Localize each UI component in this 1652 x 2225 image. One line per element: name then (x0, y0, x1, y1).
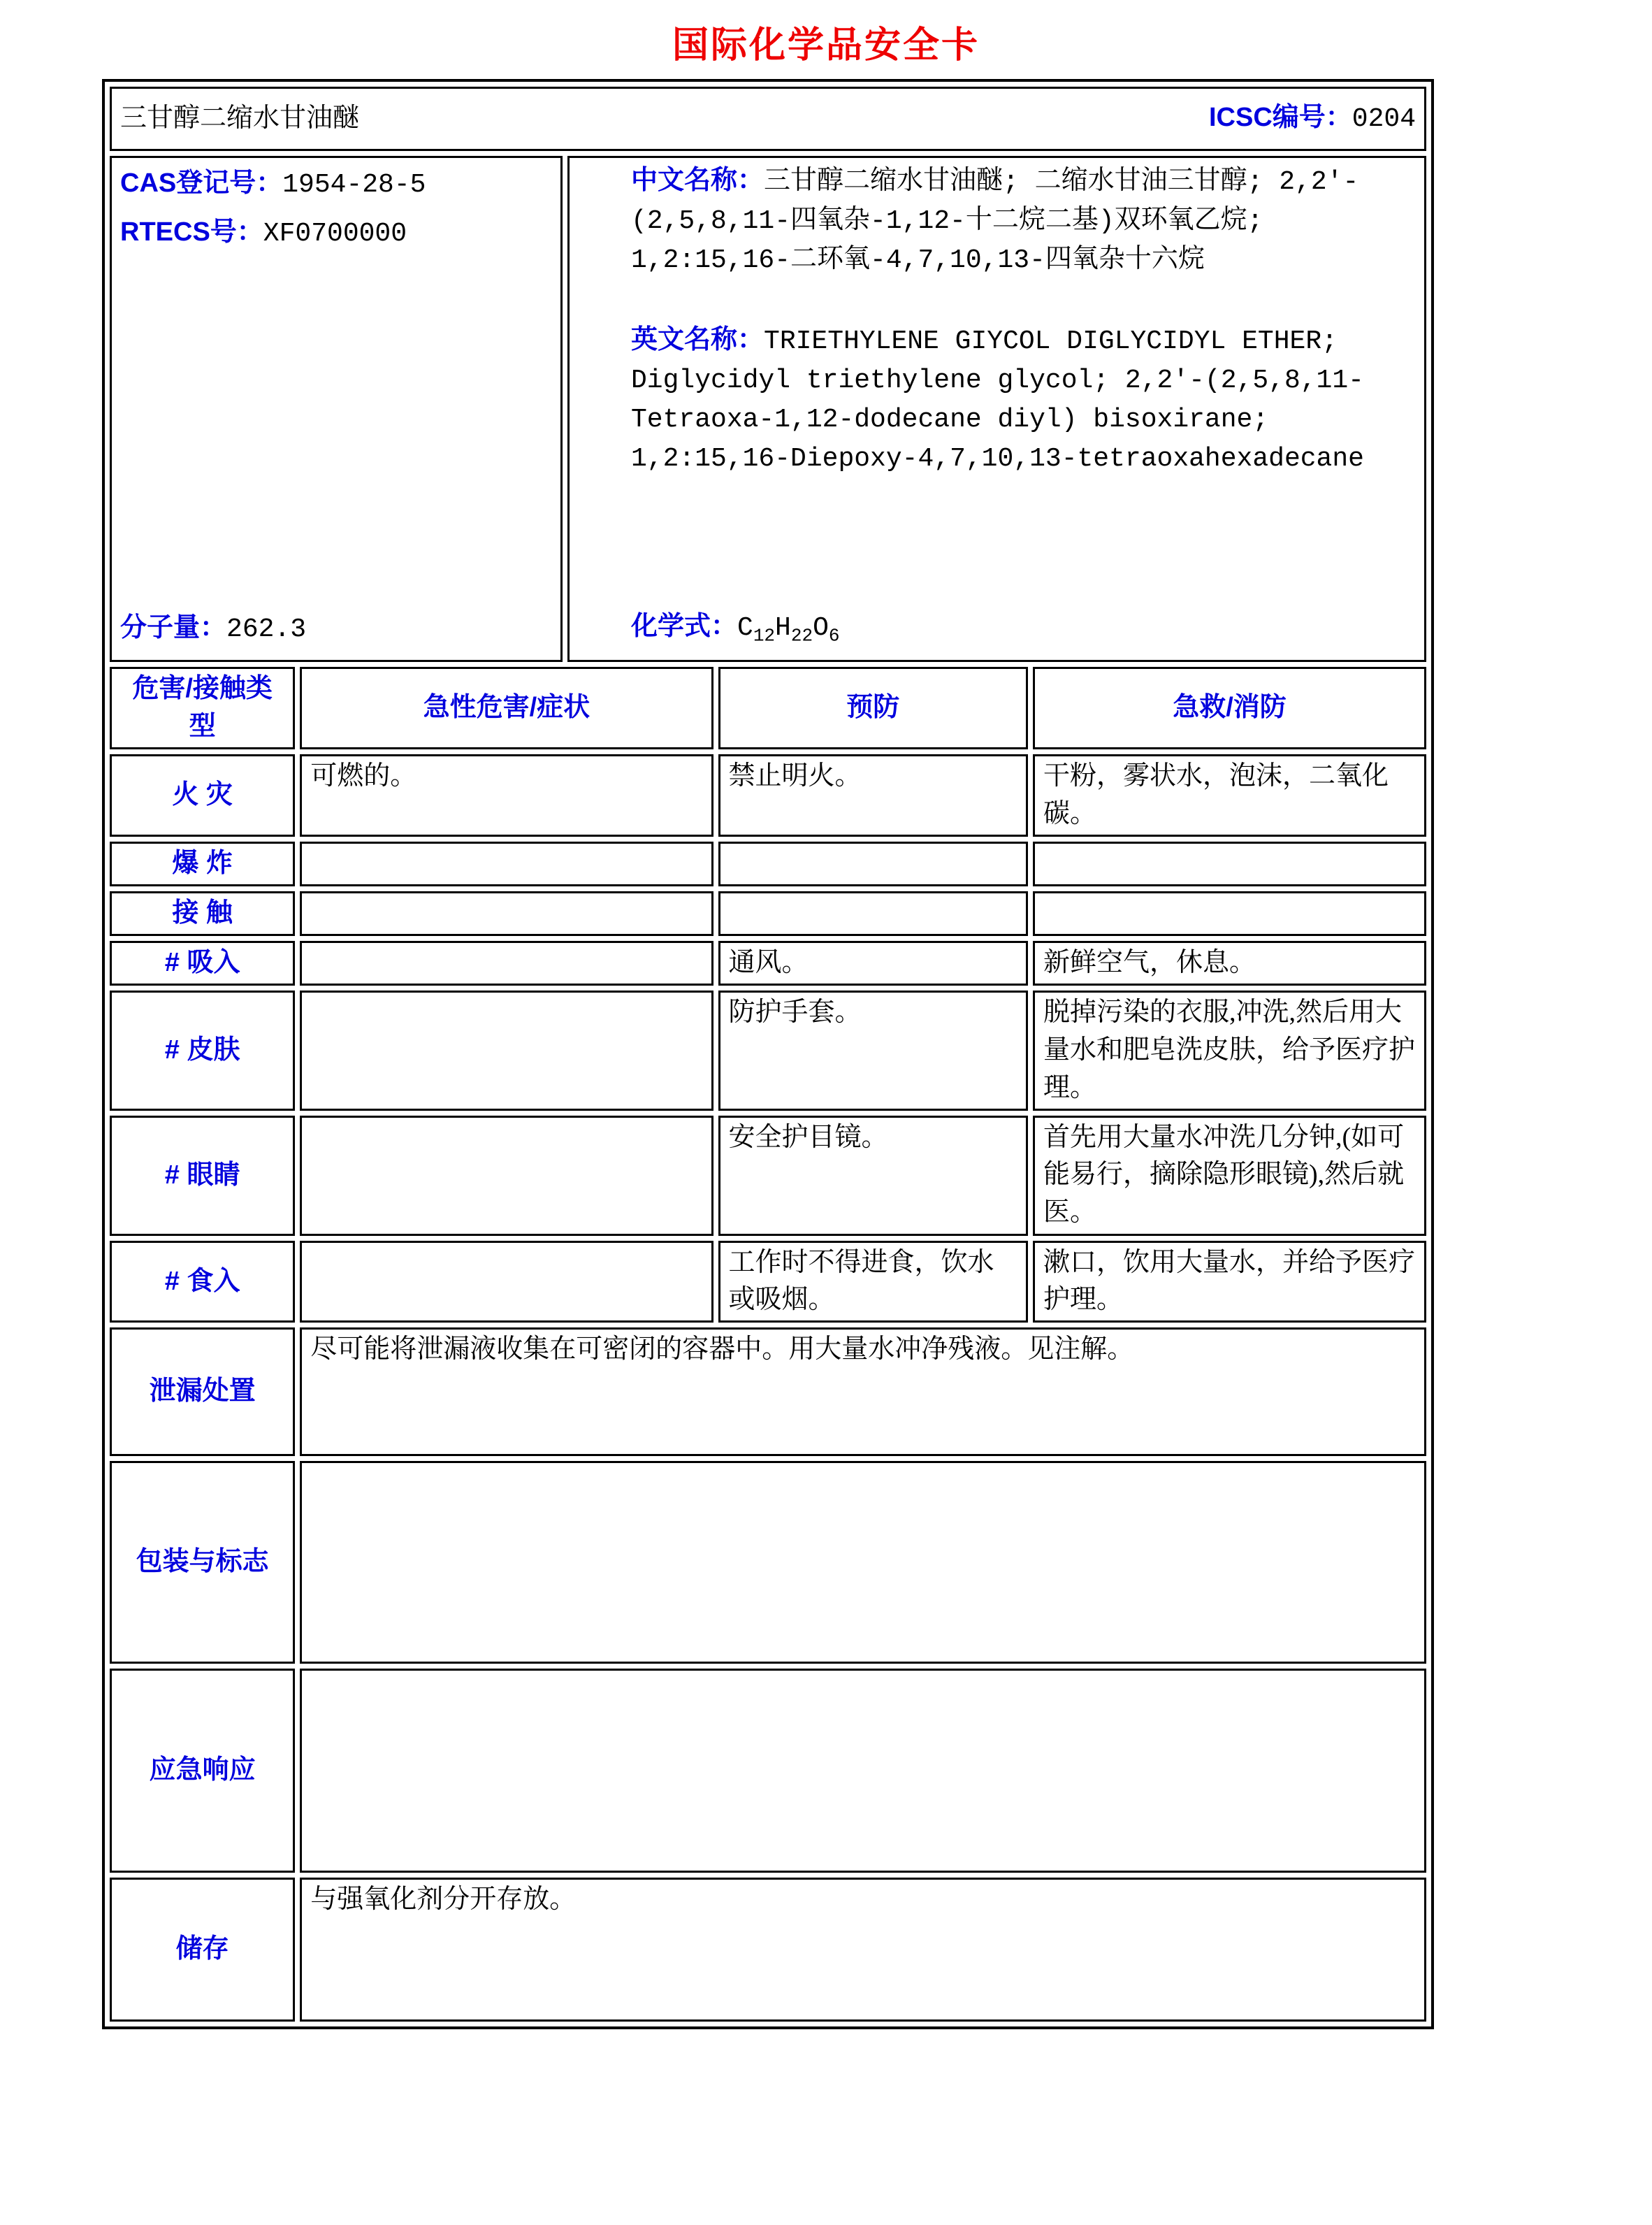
col-header-hazard-type: 危害/接触类型 (110, 667, 295, 749)
hazard-row-explosion (110, 842, 1426, 886)
ingestion-prevention: 工作时不得进食，饮水或吸烟。 (718, 1241, 1028, 1323)
inhalation-first-aid: 新鲜空气，休息。 (1033, 941, 1426, 986)
explosion-symptoms (300, 842, 713, 886)
page-title: 国际化学品安全卡 (672, 25, 980, 66)
row-label-ingestion: # 食入 (110, 1241, 295, 1323)
cas-number: 1954-28-5 (282, 170, 426, 200)
en-name-paragraph (631, 322, 1407, 478)
hazard-header-row (110, 667, 1426, 749)
hazard-row-contact (110, 891, 1426, 936)
chemical-name-cn: 三甘醇二缩水甘油醚 (120, 103, 360, 134)
rtecs-line (120, 214, 552, 253)
en-name-label: 英文名称： (631, 324, 765, 354)
cn-name-paragraph (631, 162, 1407, 280)
contact-symptoms (300, 891, 713, 936)
eyes-symptoms (300, 1116, 713, 1236)
emergency-content (300, 1669, 1426, 1873)
skin-first-aid: 脱掉污染的衣服,冲洗,然后用大量水和肥皂洗皮肤，给予医疗护理。 (1033, 991, 1426, 1111)
col-header-symptoms: 急性危害/症状 (300, 667, 713, 749)
eyes-first-aid: 首先用大量水冲洗几分钟,(如可能易行，摘除隐形眼镜),然后就医。 (1033, 1116, 1426, 1236)
contact-prevention (718, 891, 1028, 936)
molecular-weight-label: 分子量： (120, 613, 227, 643)
fire-symptoms: 可燃的。 (300, 754, 713, 837)
row-label-skin: # 皮肤 (110, 991, 295, 1111)
section-label-spill: 泄漏处置 (110, 1327, 295, 1456)
inhalation-symptoms (300, 941, 713, 986)
storage-content: 与强氧化剂分开存放。 (300, 1878, 1426, 2022)
formula-value: $C_{12}H_{22}O_6$ (737, 612, 840, 647)
rtecs-number: XF0700000 (263, 218, 407, 249)
col-header-first-aid: 急救/消防 (1033, 667, 1426, 749)
skin-prevention: 防护手套。 (718, 991, 1028, 1111)
row-label-eyes: # 眼睛 (110, 1116, 295, 1236)
en-name-text: TRIETHYLENE GIYCOL DIGLYCIDYL ETHER; Diglycidyl triethylene glycol; 2,2'-(2,5,8,11-Tetraoxa-1,12-dodecane diyl) bisoxirane; 1,2:15,16-Diepoxy-4,7,10,13-tetraoxahexadecane (631, 326, 1364, 474)
explosion-prevention (718, 842, 1028, 886)
molecular-weight-value: 262.3 (226, 614, 307, 645)
eyes-prevention: 安全护目镜。 (718, 1116, 1028, 1236)
section-label-storage: 储存 (110, 1878, 295, 2022)
hazard-row-fire (110, 754, 1426, 837)
hazard-row-eyes (110, 1116, 1426, 1236)
ingestion-first-aid: 漱口，饮用大量水，并给予医疗护理。 (1033, 1241, 1426, 1323)
card-header-row (110, 87, 1426, 151)
identity-row (110, 156, 1426, 662)
inhalation-prevention: 通风。 (718, 941, 1028, 986)
identity-right-cell (567, 156, 1426, 662)
section-row-emergency (110, 1669, 1426, 1873)
fire-first-aid: 干粉，雾状水，泡沫，二氧化碳。 (1033, 754, 1426, 837)
hazard-row-skin (110, 991, 1426, 1111)
explosion-first-aid (1033, 842, 1426, 886)
section-row-storage (110, 1878, 1426, 2022)
cn-name-label: 中文名称： (631, 166, 765, 195)
hazard-row-ingestion (110, 1241, 1426, 1323)
section-label-packaging: 包装与标志 (110, 1461, 295, 1664)
row-label-inhalation: # 吸入 (110, 941, 295, 986)
row-label-contact: 接 触 (110, 891, 295, 936)
row-label-fire: 火 灾 (110, 754, 295, 837)
icsc-number-value: 0204 (1352, 104, 1416, 135)
spill-content: 尽可能将泄漏液收集在可密闭的容器中。用大量水冲净残液。见注解。 (300, 1327, 1426, 1456)
cn-name-text: 三甘醇二缩水甘油醚; 二缩水甘油三甘醇; 2,2'-(2,5,8,11-四氧杂-1,12-十二烷二基)双环氧乙烷; 1,2:15,16-二环氧-4,7,10,13-四氧杂十六烷 (631, 167, 1359, 275)
cas-line (120, 165, 552, 204)
row-label-explosion: 爆 炸 (110, 842, 295, 886)
cas-label: CAS登记号： (120, 168, 283, 198)
icsc-card-table (102, 79, 1434, 2029)
section-row-packaging (110, 1461, 1426, 1664)
icsc-number-field (1209, 99, 1416, 138)
molecular-weight-line (120, 610, 306, 649)
section-row-spill (110, 1327, 1426, 1456)
icsc-number-label: ICSC编号： (1208, 103, 1352, 133)
skin-symptoms (300, 991, 713, 1111)
contact-first-aid (1033, 891, 1426, 936)
rtecs-label: RTECS号： (120, 217, 263, 247)
formula-label: 化学式： (631, 611, 738, 641)
col-header-prevention: 预防 (718, 667, 1028, 749)
section-label-emergency: 应急响应 (110, 1669, 295, 1873)
fire-prevention: 禁止明火。 (718, 754, 1028, 837)
formula-line (631, 608, 840, 649)
packaging-content (300, 1461, 1426, 1664)
ingestion-symptoms (300, 1241, 713, 1323)
identity-left-cell (110, 156, 563, 662)
hazard-row-inhalation (110, 941, 1426, 986)
